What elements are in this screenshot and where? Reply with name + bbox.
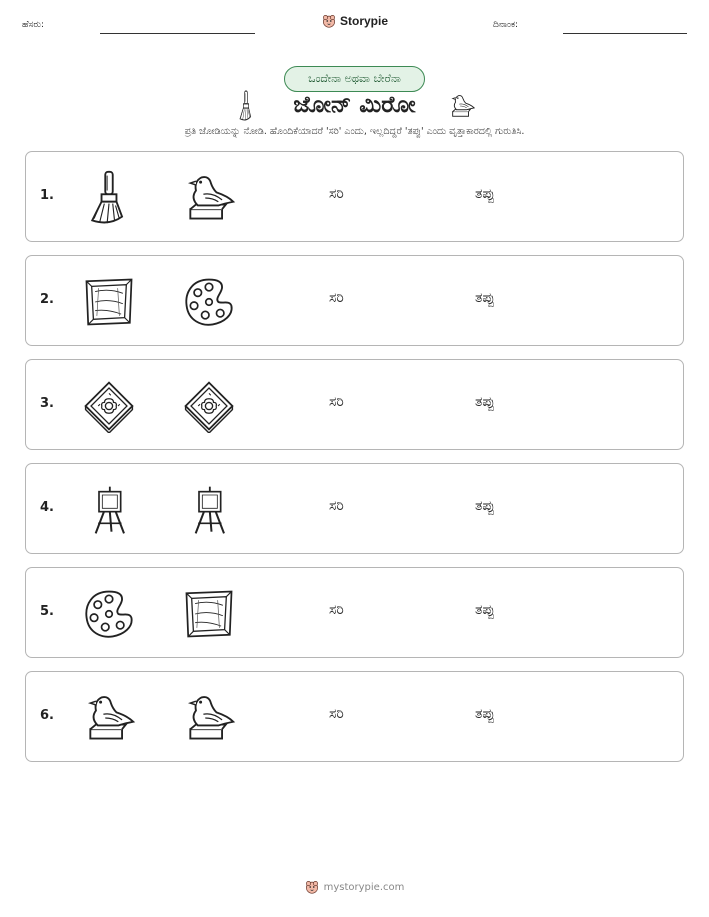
question-number: 1. <box>40 188 54 203</box>
footer-url[interactable]: mystorypie.com <box>323 881 405 893</box>
question-row <box>25 359 684 450</box>
storypie-mascot-icon <box>322 14 336 28</box>
option-correct[interactable]: ಸರಿ <box>329 498 344 514</box>
option-wrong[interactable]: ತಪ್ಪು <box>475 394 495 410</box>
framed-painting-icon <box>180 585 238 643</box>
question-row <box>25 151 684 242</box>
option-wrong[interactable]: ತಪ್ಪು <box>475 186 495 202</box>
framed-painting-icon <box>80 273 138 331</box>
option-wrong[interactable]: ತಪ್ಪು <box>475 498 495 514</box>
bird-icon <box>180 169 238 227</box>
page-header <box>0 14 709 36</box>
question-row <box>25 255 684 346</box>
option-wrong[interactable]: ತಪ್ಪು <box>475 602 495 618</box>
option-correct[interactable]: ಸರಿ <box>329 706 344 722</box>
question-number: 2. <box>40 292 54 307</box>
question-row <box>25 463 684 554</box>
option-wrong[interactable]: ತಪ್ಪು <box>475 290 495 306</box>
activity-tag: ಒಂದೇನಾ ಅಥವಾ ಬೇರೆನಾ <box>284 66 425 92</box>
instructions: ಪ್ರತಿ ಜೋಡಿಯನ್ನು ನೋಡಿ. ಹೊಂದಿಕೆಯಾದರೆ 'ಸರಿ' ಎಂದು, ಇಲ್ಲದಿದ್ದರೆ 'ತಪ್ಪು' ಎಂದು ವೃತ್ತಾಕಾರದಲ್ಲಿ ಗುರುತಿಸಿ. <box>184 126 525 137</box>
tile-icon <box>80 377 138 435</box>
storypie-mascot-icon <box>305 880 319 894</box>
palette-icon <box>80 585 138 643</box>
question-number: 4. <box>40 500 54 515</box>
date-field-line[interactable] <box>563 33 687 34</box>
tile-icon <box>180 377 238 435</box>
easel-icon <box>80 481 138 539</box>
easel-icon <box>180 481 238 539</box>
name-field-line[interactable] <box>100 33 255 34</box>
date-label: ದಿನಾಂಕ: <box>493 20 519 30</box>
brand-name: Storypie <box>340 14 389 28</box>
page-title: ಜೋನ್ ಮಿರೋ <box>293 92 416 118</box>
option-wrong[interactable]: ತಪ್ಪು <box>475 706 495 722</box>
question-number: 6. <box>40 708 54 723</box>
option-correct[interactable]: ಸರಿ <box>329 290 344 306</box>
bird-icon <box>448 92 476 120</box>
name-label: ಹೆಸರು: <box>22 20 45 30</box>
brand-logo <box>322 14 388 28</box>
question-row <box>25 671 684 762</box>
question-number: 5. <box>40 604 54 619</box>
bird-icon <box>80 689 138 747</box>
option-correct[interactable]: ಸರಿ <box>329 602 344 618</box>
paintbrush-icon <box>80 169 138 227</box>
page-footer <box>0 880 709 894</box>
option-correct[interactable]: ಸರಿ <box>329 394 344 410</box>
question-number: 3. <box>40 396 54 411</box>
bird-icon <box>180 689 238 747</box>
option-correct[interactable]: ಸರಿ <box>329 186 344 202</box>
question-row <box>25 567 684 658</box>
palette-icon <box>180 273 238 331</box>
title-row <box>0 90 709 122</box>
